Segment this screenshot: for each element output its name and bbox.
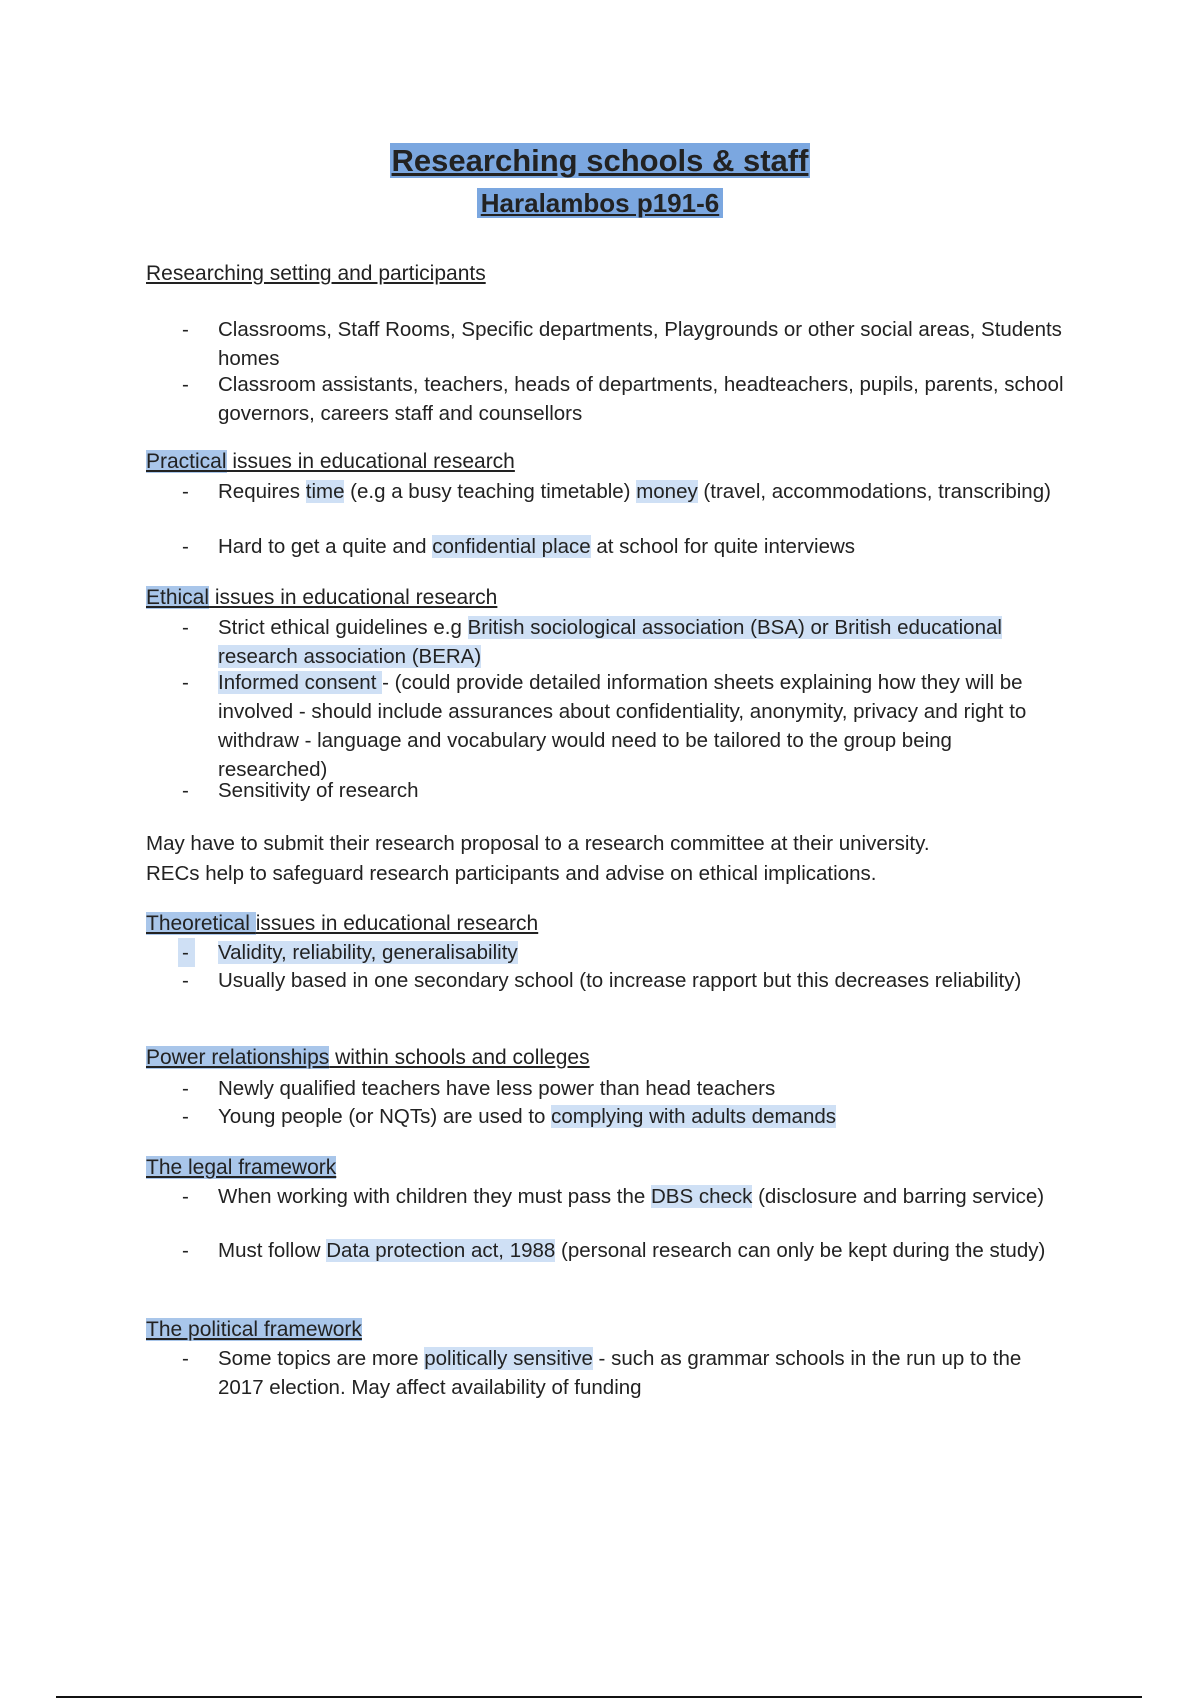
highlight-span: money [636,480,698,503]
text-span: Requires [218,480,306,503]
list-item-text [218,1102,1066,1131]
text-span: Some topics are more [218,1347,425,1370]
subtitle-row [0,188,1200,219]
power-heading [146,1046,590,1070]
power-heading-rest: within schools and colleges [329,1046,590,1069]
committee-line-2: RECs help to safeguard research participants and advise on ethical implications. [146,862,877,885]
bullet-dash: - [182,1239,189,1262]
ethical-heading [146,586,497,610]
highlight-span: British sociological association (BSA) or British educational research association (BERA) [218,616,1002,668]
list-item-text [218,938,1066,967]
bullet-dash: - [182,480,189,503]
list-item [146,477,1066,506]
list-item [146,776,1066,805]
highlight-span: politically sensitive [424,1347,593,1370]
bullet-dash: - [182,969,189,992]
committee-line-1: May have to submit their research proposal to a research committee at their university. [146,832,930,855]
bullet-dash: - [182,671,189,694]
list-item [146,1236,1066,1265]
list-item-text [218,613,1066,671]
list-item-text [218,1182,1066,1211]
committee-paragraph [146,829,1066,889]
theoretical-heading-rest: issues in educational research [255,912,539,935]
theoretical-heading-highlight: Theoretical [146,912,256,935]
list-item [146,315,1066,373]
list-item [146,966,1066,995]
list-item [146,370,1066,428]
bullet-dash: - [182,1105,189,1128]
page-subtitle: Haralambos p191-6 [477,188,723,218]
list-item-text: Sensitivity of research [218,779,419,802]
list-item [146,1182,1066,1211]
list-item-text: Classrooms, Staff Rooms, Specific departments, Playgrounds or other social areas, Students homes [218,318,1062,370]
bullet-dash: - [182,535,189,558]
text-span: - such as grammar schools in the run up to the 2017 election. May affect availability of funding [218,1347,1022,1399]
political-heading-highlight: The political framework [146,1318,362,1341]
bullet-dash: - [182,1347,189,1370]
bullet-dash: - [182,1077,189,1100]
highlight-span: time [305,480,345,503]
text-span: Strict ethical guidelines e.g [218,616,468,639]
text-span: Hard to get a quite and [218,535,433,558]
list-item [146,668,1066,784]
list-item [146,613,1066,671]
page-title: Researching schools & staff [391,143,809,178]
title-row [0,143,1200,179]
list-item-text [218,1236,1066,1265]
practical-heading-highlight: Practical [146,450,227,473]
bottom-divider [56,1696,1142,1698]
highlight-span: Validity, reliability, generalisability [218,941,518,964]
ethical-heading-highlight: Ethical [146,586,210,609]
list-item [146,532,1066,561]
highlight-span: complying with adults demands [551,1105,837,1128]
list-item-text [218,1344,1066,1402]
highlight-span: DBS check [650,1185,753,1208]
text-span: When working with children they must pass the [218,1185,651,1208]
bullet-dash: - [182,779,189,802]
list-item-text: Classroom assistants, teachers, heads of departments, headteachers, pupils, parents, school governors, careers staff and counsellors [218,373,1064,425]
list-item-text: Usually based in one secondary school (to increase rapport but this decreases reliability) [218,969,1022,992]
text-span: (disclosure and barring service) [752,1185,1045,1208]
text-span: (travel, accommodations, transcribing) [697,480,1051,503]
legal-heading [146,1156,336,1180]
bullet-dash: - [182,1185,189,1208]
text-span: Must follow [218,1239,327,1262]
bullet-dash: - [182,616,189,639]
list-item [146,938,1066,967]
list-item [146,1102,1066,1131]
highlight-span: confidential place [432,535,591,558]
bullet-dash: - [178,938,195,967]
ethical-heading-rest: issues in educational research [209,586,498,609]
text-span: (personal research can only be kept during the study) [555,1239,1046,1262]
text-span: Young people (or NQTs) are used to [218,1105,552,1128]
list-item-text: Newly qualified teachers have less power than head teachers [218,1077,776,1100]
list-item-text [218,532,1066,561]
practical-heading [146,450,515,474]
bullet-dash: - [182,373,189,396]
highlight-span: Data protection act, 1988 [326,1239,556,1262]
list-item-text [218,668,1066,784]
power-heading-highlight: Power relationships [146,1046,330,1069]
list-item-text [218,477,1066,506]
practical-heading-rest: issues in educational research [226,450,515,473]
list-item [146,1074,1066,1103]
text-span: (e.g a busy teaching timetable) [344,480,637,503]
bullet-dash: - [182,318,189,341]
setting-heading: Researching setting and participants [146,262,486,285]
theoretical-heading [146,912,538,936]
list-item [146,1344,1066,1402]
legal-heading-highlight: The legal framework [146,1156,337,1179]
highlight-span: Informed consent [218,671,383,694]
text-span: at school for quite interviews [590,535,856,558]
political-heading [146,1318,362,1342]
text-span: - (could provide detailed information sheets explaining how they will be involved - should include assurances about confidentiality, anonymity, privacy and right to withdraw - language and vocabulary would need to be tailored to the group being researched) [218,671,1027,781]
